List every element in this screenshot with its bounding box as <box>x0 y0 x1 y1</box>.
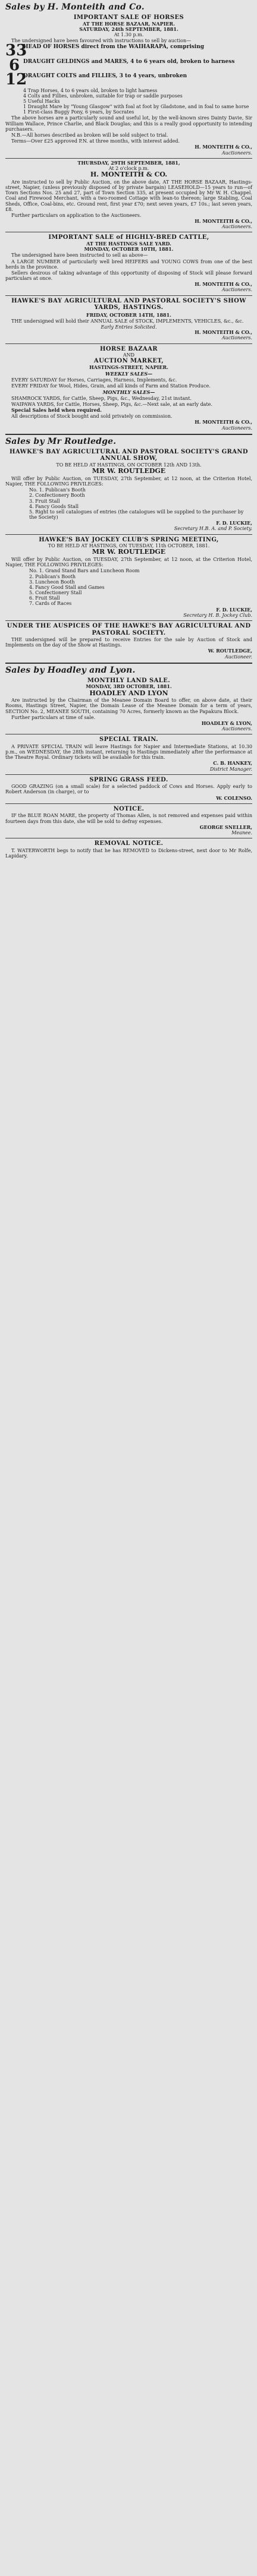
ad-date: MONDAY, 3RD OCTOBER, 1881. <box>86 683 172 690</box>
ad-title: HAWKE'S BAY JOCKEY CLUB'S SPRING MEETING, <box>39 536 219 543</box>
signature-name: H. MONTEITH & CO., <box>195 218 252 225</box>
ad-firm: MR W. ROUTLEDGE <box>92 467 166 475</box>
lot-count: 6 <box>8 56 20 74</box>
signature-role: Auctioneers. <box>221 425 252 431</box>
lot-row <box>5 73 252 87</box>
privilege-list: No. 1. Grand Stand Bars and Luncheon Room 2. Publican's Booth 3. Luncheon Booth 4. Fancy Good Stall and Games 5. Confectionery Stall 6. Fruit Stall 7. Cards of Races <box>29 568 140 607</box>
ad-horse-sale <box>5 14 252 156</box>
ad-cattle-sale <box>5 234 252 292</box>
ad-special-train <box>5 736 252 771</box>
ad-horse-bazaar <box>5 346 252 431</box>
section-header-hoadley: Sales by Hoadley and Lyon. <box>5 665 136 675</box>
ad-firm: H. MONTEITH & CO. <box>90 171 168 179</box>
ad-date: SATURDAY, 24th SEPTEMBER, 1881. <box>79 26 178 32</box>
signature <box>5 282 252 287</box>
ad-title: REMOVAL NOTICE. <box>94 840 164 847</box>
section-header-monteith: Sales by H. Monteith and Co. <box>5 2 145 12</box>
lot-count: 33 <box>5 42 27 60</box>
signature <box>5 648 252 654</box>
ad-lead: The undersigned have been favoured with instructions to sell by auction— <box>11 38 192 44</box>
ad-title: UNDER THE AUSPICES OF THE HAWKE'S BAY AGRICULTURAL AND PASTORAL SOCIETY. <box>7 623 251 636</box>
ad-body: THE undersigned will hold their ANNUAL SALE of STOCK, IMPLEMENTS, VEHICLES, &c., &c. <box>11 318 244 324</box>
signature <box>5 607 252 613</box>
signature-role: Secretary H.B. A. and P. Society. <box>174 526 252 532</box>
ad-notice <box>5 806 252 835</box>
ad-title: HORSE BAZAAR <box>100 345 158 352</box>
signature <box>5 796 252 801</box>
signature-name: F. D. LUCKIE, <box>216 606 252 613</box>
ad-body: Will offer by Public Auction, on TUESDAY, 27th September, at 12 noon, at the Criterion Hotel, Napier, THE FOLLOWING PRIVILEGES: <box>5 475 252 487</box>
ad-title: SPRING GRASS FEED. <box>89 776 168 783</box>
newspaper-column <box>0 0 257 862</box>
signature-role: Auctioneers. <box>221 335 252 341</box>
signature-name: W. COLENSO. <box>216 794 252 801</box>
ad-body: Are instructed by the Chairman of the Meanee Domain Board to offer, on above date, at their Rooms, Hastings Street, Napier, the Domain Lease of the Meanee Domain for a term of years, SECTION No. 2, MEANEE SOUTH, containing 70 Acres, formerly known as the Papakura Block. <box>5 698 252 714</box>
signature <box>5 761 252 766</box>
signature <box>5 144 252 150</box>
ad-note: All descriptions of Stock bought and sold privately on commission. <box>11 414 173 420</box>
lot-row <box>5 56 252 74</box>
ad-address: HASTINGS-STREET, NAPIER. <box>89 364 168 370</box>
ad-jockey-club <box>5 537 252 618</box>
ad-body: A LARGE NUMBER of particularly well bred HEIFERS and YOUNG COWS from one of the best herds in the province. <box>5 258 252 270</box>
signature-role: Auctioneer. <box>224 654 252 660</box>
lot-text: HEAD OF HORSES direct from the WAIHARAPA, comprising <box>23 44 205 51</box>
ad-note: Sellers desirous of taking advantage of this opportunity of disposing of Stock will please forward particulars at once. <box>5 270 252 282</box>
ad-body: Will offer by Public Auction, on TUESDAY, 27th September, at 12 noon, at the Criterion Hotel, Napier, THE FOLLOWING PRIVILEGES: <box>5 556 252 568</box>
signature-name: C. B. HANKEY, <box>213 760 252 767</box>
ad-body: IF the BLUE ROAN MARE, the property of Thomas Allen, is not removed and expenses paid within fourteen days from this date, she will be sold to defray expenses. <box>5 813 252 824</box>
ad-firm: HOADLEY AND LYON <box>89 689 168 697</box>
special-sales: Special Sales held when required. <box>11 407 102 414</box>
lot-row <box>5 44 252 58</box>
signature-name: H. MONTEITH & CO., <box>195 144 252 150</box>
ad-monthly-land-sale <box>5 677 252 732</box>
ad-subtitle: AT THE HASTINGS SALE YARD. <box>86 240 171 247</box>
signature-role: Auctioneers. <box>221 287 252 293</box>
signature <box>5 825 252 830</box>
signature-role: Secretary H. B. Jockey Club. <box>183 612 252 618</box>
ad-subtitle: TO BE HELD AT HASTINGS, ON TUESDAY, 11th OCTOBER, 1881. <box>48 543 210 549</box>
signature <box>5 420 252 425</box>
ad-title: AUCTION MARKET, <box>93 358 164 365</box>
divider <box>5 620 252 621</box>
signature-name: H. MONTEITH & CO., <box>195 419 252 425</box>
lot-text: DRAUGHT GELDINGS and MARES, 4 to 6 years old, broken to harness <box>23 58 235 65</box>
ad-subtitle: TO BE HELD AT HASTINGS, ON OCTOBER 12th AND 13th. <box>56 462 202 468</box>
ad-terms: Terms—Over £25 approved P.N. at three months, with interest added. <box>11 138 180 144</box>
ad-note: Early Entries Solicited. <box>101 324 157 330</box>
divider <box>5 158 252 159</box>
divider <box>5 803 252 804</box>
signature-name: HOADLEY & LYON, <box>201 720 252 726</box>
ad-time: At 1.30 p.m. <box>114 31 144 37</box>
ad-body: A PRIVATE SPECIAL TRAIN will leave Hastings for Napier and Intermediate Stations, at 10.30 p.m., on WEDNESDAY, the 28th instant, returning to Hastings immediately after the performance at the Theatre Royal. Ordinary tickets will be available for this train. <box>5 743 252 761</box>
divider <box>5 774 252 775</box>
privilege-list: No. 1. Publican's Booth 2. Confectionery Booth 3. Fruit Stall 4. Fancy Goods Stall 5. Right to sell catalogues of entries (the catalogues will be supplied to the purchaser by the Society) <box>29 487 244 521</box>
divider <box>5 295 252 296</box>
ad-date: FRIDAY, OCTOBER 14TH, 1881. <box>86 311 171 318</box>
signature-name: H. MONTEITH & CO., <box>195 281 252 288</box>
ad-title: MONTHLY LAND SALE. <box>87 677 171 684</box>
section-header-routledge: Sales by Mr Routledge. <box>5 436 117 446</box>
ad-lead: The undersigned have been instructed to sell as above— <box>11 253 148 258</box>
lot-count: 12 <box>5 71 27 89</box>
ad-note: N.B.—All horses described as broken will be sold subject to trial. <box>11 133 168 138</box>
ad-leasehold-sale <box>5 160 252 230</box>
signature-role: Auctioneers. <box>221 150 252 156</box>
lot-items: 4 Trap Horses, 4 to 6 years old, broken to light harness 4 Colts and Fillies, unbroken, suitable for trap or saddle purposes 5 Useful Hacks 1 Draught Mare by "Young Glasgow" with foal at foot by Gladstone, and in foal to same horse 1 First-class Buggy Pony, 6 years, by Socrates <box>23 87 249 115</box>
ad-show-yards <box>5 298 252 341</box>
signature-name: W. ROUTLEDGE, <box>208 648 252 654</box>
ad-title: HAWKE'S BAY AGRICULTURAL AND PASTORAL SOCIETY'S GRAND ANNUAL SHOW, <box>10 448 248 462</box>
divider <box>5 534 252 535</box>
monthly-item: WAIPAWA YARDS, for Cattle, Horses, Sheep, Pigs, &c.—Next sale, at an early date. <box>11 401 212 407</box>
ad-and: AND <box>123 352 135 358</box>
ad-body: Are instructed to sell by Public Auction, on the above date, AT THE HORSE BAZAAR, Hastings-street, Napier, (unless previously disposed of by private bargain) LEASEHOLD—15 years to run—of Town Sections Nos. 25 and 27, part of Town Section 335, at present occupied by Mr W. H. Chappel. Coal and Firewood Merchant, with a two-roomed Cottage with lean-to thereon; large Stabling, Coal Sheds, Office, Coal-bins, etc. Ground rent, first year £70; next seven years, £7 10s.; last seven years, £8. <box>5 179 252 212</box>
ad-removal-notice <box>5 840 252 859</box>
ad-title: IMPORTANT SALE OF HORSES <box>73 14 184 21</box>
signature <box>5 521 252 526</box>
divider <box>5 663 252 664</box>
signature <box>5 219 252 224</box>
monthly-heading: MONTHLY SALES— <box>102 389 155 395</box>
ad-grand-show <box>5 449 252 532</box>
divider <box>5 434 252 435</box>
ad-subtitle: AT THE HORSE BAZAAR, NAPIER. <box>83 20 175 27</box>
lot-text: DRAUGHT COLTS and FILLIES, 3 to 4 years, unbroken <box>23 73 187 80</box>
signature-role: Meanee. <box>231 830 252 835</box>
ad-title: SPECIAL TRAIN. <box>99 736 159 743</box>
signature-name: H. MONTEITH & CO., <box>195 329 252 336</box>
ad-body: THE undersigned will be prepared to receive Entries for the sale by Auction of Stock and Implements on the day of the Show at Hastings. <box>5 637 252 648</box>
ad-body: The above horses are a particularly sound and useful lot, by the well-known sires Dainty Davie, Sir William Wallace, Prince Charlie, and Black Douglas; and this is a really good opportunity to intending purchasers. <box>5 115 252 132</box>
signature-name: F. D. LUCKIE, <box>216 520 252 526</box>
monthly-item: SHAMROCK YARDS, for Cattle, Sheep, Pigs, &c., Wednesday, 21st instant. <box>11 395 192 401</box>
signature-role: District Manager. <box>209 766 252 772</box>
ad-auspices <box>5 623 252 660</box>
signature-name: GEORGE SNELLER, <box>199 824 252 830</box>
weekly-heading: WEEKLY SALES— <box>105 370 153 377</box>
ad-firm: MR W. ROUTLEDGE <box>92 548 166 556</box>
ad-note: Further particulars at time of sale. <box>11 714 96 720</box>
signature-role: Auctioneers. <box>221 726 252 732</box>
ad-body: GOOD GRAZING (on a small scale) for a selected paddock of Cows and Horses. Apply early to Robert Anderson (in charge), or to <box>5 784 252 795</box>
ad-body: T. WATERWORTH begs to notify that he has REMOVED to Dickens-street, next door to Mr Rolfe, Lapidary. <box>5 847 252 859</box>
weekly-item: EVERY FRIDAY for Wool, Hides, Grain, and all kinds of Farm and Station Produce. <box>11 383 211 389</box>
ad-title: IMPORTANT SALE of HIGHLY-BRED CATTLE, <box>48 234 209 241</box>
ad-date: MONDAY, OCTOBER 10TH, 1881. <box>84 246 174 253</box>
signature-role: Auctioneers. <box>221 224 252 230</box>
weekly-item: EVERY SATURDAY for Horses, Carriages, Harness, Implements, &c. <box>11 377 177 383</box>
ad-title: NOTICE. <box>113 805 145 812</box>
ad-title: HAWKE'S BAY AGRICULTURAL AND PASTORAL SOCIETY'S SHOW YARDS, HASTINGS. <box>11 297 246 311</box>
signature <box>5 721 252 726</box>
ad-note: Further particulars on application to the Auctioneers. <box>11 212 142 218</box>
ad-time: At 2 o'clock p.m. <box>108 165 149 171</box>
ad-date: THURSDAY, 29TH SEPTEMBER, 1881, <box>77 159 180 166</box>
ad-grass-feed <box>5 777 252 801</box>
divider <box>5 343 252 344</box>
signature <box>5 330 252 335</box>
